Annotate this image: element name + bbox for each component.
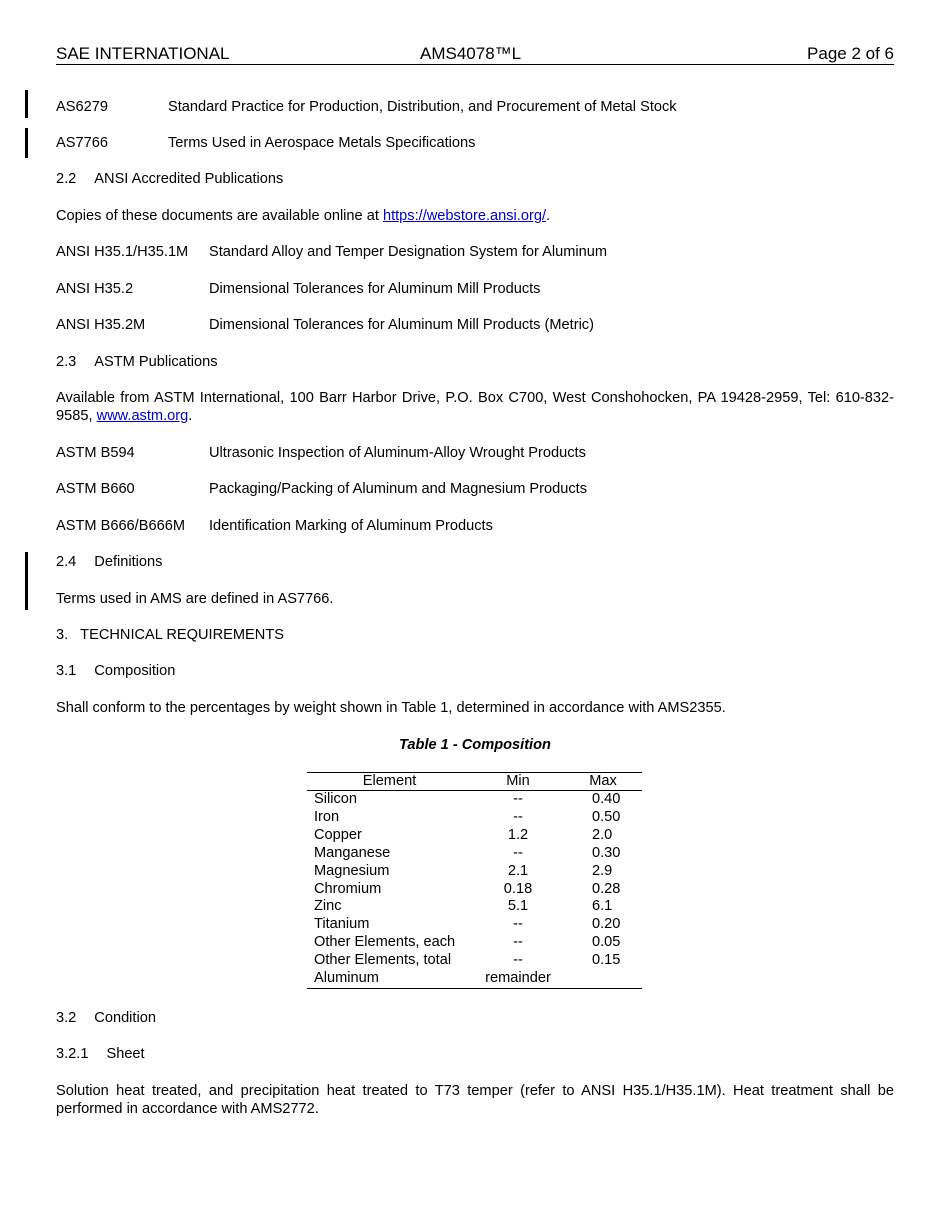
page-header: [56, 44, 894, 65]
section-title: Sheet: [106, 1046, 145, 1062]
cell-element: Iron: [314, 808, 340, 825]
table-row: [307, 845, 642, 863]
composition-text: Shall conform to the percentages by weight shown in Table 1, determined in accordance with AMS2355.: [56, 700, 726, 716]
change-bar: [25, 128, 28, 158]
column-header-element: Element: [307, 773, 472, 791]
definitions-text: Terms used in AMS are defined in AS7766.: [56, 591, 334, 607]
reference-code: ANSI H35.2: [56, 281, 134, 297]
paragraph-text: .: [546, 208, 551, 224]
cell-element: Magnesium: [314, 862, 390, 879]
section-heading-3: [56, 626, 284, 644]
section-number: 2.2: [56, 171, 77, 187]
reference-title: Dimensional Tolerances for Aluminum Mill Products (Metric): [209, 317, 594, 333]
change-bar: [25, 552, 28, 610]
section-number: 3.2: [56, 1010, 77, 1026]
section-title: ANSI Accredited Publications: [94, 171, 284, 187]
section-title: Condition: [94, 1010, 156, 1026]
header-page-number: Page 2 of 6: [807, 44, 894, 63]
cell-element: Titanium: [314, 916, 370, 933]
reference-title: Standard Alloy and Temper Designation System for Aluminum: [209, 244, 608, 260]
composition-table: [307, 772, 642, 989]
section-heading-2-3: [56, 353, 218, 371]
cell-min: --: [513, 934, 523, 951]
table-row: [307, 970, 642, 988]
cell-min: 5.1: [507, 898, 529, 915]
reference-code: ASTM B594: [56, 445, 135, 461]
section-number: 3.1: [56, 663, 77, 679]
section-number: 2.3: [56, 354, 77, 370]
reference-title: Terms Used in Aerospace Metals Specifications: [168, 135, 476, 151]
cell-max: 2.0: [592, 826, 613, 843]
reference-title: Ultrasonic Inspection of Aluminum-Alloy Wrought Products: [209, 445, 586, 461]
table-caption: Table 1 - Composition: [399, 737, 551, 753]
reference-title: Identification Marking of Aluminum Products: [209, 518, 493, 534]
reference-code: ANSI H35.1/H35.1M: [56, 244, 189, 260]
section-title: Definitions: [94, 554, 163, 570]
reference-code: ANSI H35.2M: [56, 317, 146, 333]
cell-min: remainder: [472, 970, 564, 988]
cell-element: Zinc: [314, 898, 342, 915]
section-heading-3-2: [56, 1009, 156, 1027]
table-row: [307, 934, 642, 952]
cell-min: 1.2: [507, 826, 529, 843]
cell-element: Copper: [314, 826, 362, 843]
section-title: TECHNICAL REQUIREMENTS: [80, 627, 284, 643]
cell-min: --: [513, 916, 523, 933]
table-header-row: [307, 773, 642, 791]
cell-element: Silicon: [314, 791, 357, 807]
astm-website-link[interactable]: www.astm.org: [96, 408, 189, 424]
paragraph-text: Available from ASTM International, 100 Barr Harbor Drive, P.O. Box C700, West Conshohocken, PA 19428-2959, Tel: 610-832-9585,: [56, 390, 894, 424]
cell-max: 0.05: [592, 934, 621, 951]
table-row: [307, 898, 642, 916]
cell-max: 0.50: [592, 808, 621, 825]
cell-min: --: [513, 844, 523, 861]
cell-max: [564, 970, 642, 988]
section-heading-2-2: [56, 170, 283, 188]
ansi-availability-text: [56, 207, 550, 225]
cell-min: --: [513, 791, 523, 807]
table-row: [307, 791, 642, 809]
section-number: 3.: [56, 627, 69, 643]
cell-element: Other Elements, total: [314, 952, 452, 969]
paragraph-text: .: [188, 408, 193, 424]
cell-max: 0.20: [592, 916, 621, 933]
sheet-condition-text: Solution heat treated, and precipitation heat treated to T73 temper (refer to ANSI H35.1/H35.1M). Heat treatment shall be performed in accordance with AMS2772.: [56, 1083, 894, 1117]
cell-max: 2.9: [592, 862, 613, 879]
column-header-max: Max: [564, 773, 642, 791]
cell-min: 0.18: [503, 880, 533, 897]
cell-element: Other Elements, each: [314, 934, 456, 951]
table-row: [307, 863, 642, 881]
cell-max: 0.15: [592, 952, 621, 969]
table-row: [307, 809, 642, 827]
reference-title: Dimensional Tolerances for Aluminum Mill Products: [209, 281, 541, 297]
cell-min: 2.1: [507, 862, 529, 879]
table-row: [307, 881, 642, 899]
cell-element: Chromium: [314, 880, 382, 897]
paragraph-text: Copies of these documents are available online at: [56, 208, 383, 224]
cell-max: 0.28: [592, 880, 621, 897]
section-heading-3-2-1: [56, 1045, 145, 1063]
change-bar: [25, 90, 28, 118]
reference-code: ASTM B666/B666M: [56, 518, 185, 534]
section-number: 3.2.1: [56, 1046, 89, 1062]
column-header-min: Min: [472, 773, 564, 791]
table-row: [307, 827, 642, 845]
astm-availability-text: [56, 389, 894, 425]
cell-max: 6.1: [592, 898, 613, 915]
table-row: [307, 952, 642, 970]
section-heading-3-1: [56, 662, 175, 680]
reference-title: Packaging/Packing of Aluminum and Magnesium Products: [209, 481, 588, 497]
cell-max: 0.30: [592, 844, 621, 861]
reference-code: AS6279: [56, 99, 108, 115]
reference-code: ASTM B660: [56, 481, 135, 497]
cell-element: Manganese: [314, 844, 391, 861]
section-title: ASTM Publications: [94, 354, 218, 370]
section-title: Composition: [94, 663, 176, 679]
cell-min: --: [513, 808, 523, 825]
cell-min: --: [513, 952, 523, 969]
cell-max: 0.40: [592, 791, 621, 807]
section-number: 2.4: [56, 554, 77, 570]
ansi-webstore-link[interactable]: https://webstore.ansi.org/: [382, 208, 546, 224]
table-row: [307, 916, 642, 934]
reference-title: Standard Practice for Production, Distribution, and Procurement of Metal Stock: [168, 99, 677, 115]
header-org: SAE INTERNATIONAL: [56, 44, 230, 63]
header-spec: AMS4078™L: [420, 44, 522, 63]
reference-code: AS7766: [56, 135, 108, 151]
section-heading-2-4: [56, 553, 162, 571]
cell-element: Aluminum: [307, 970, 472, 988]
